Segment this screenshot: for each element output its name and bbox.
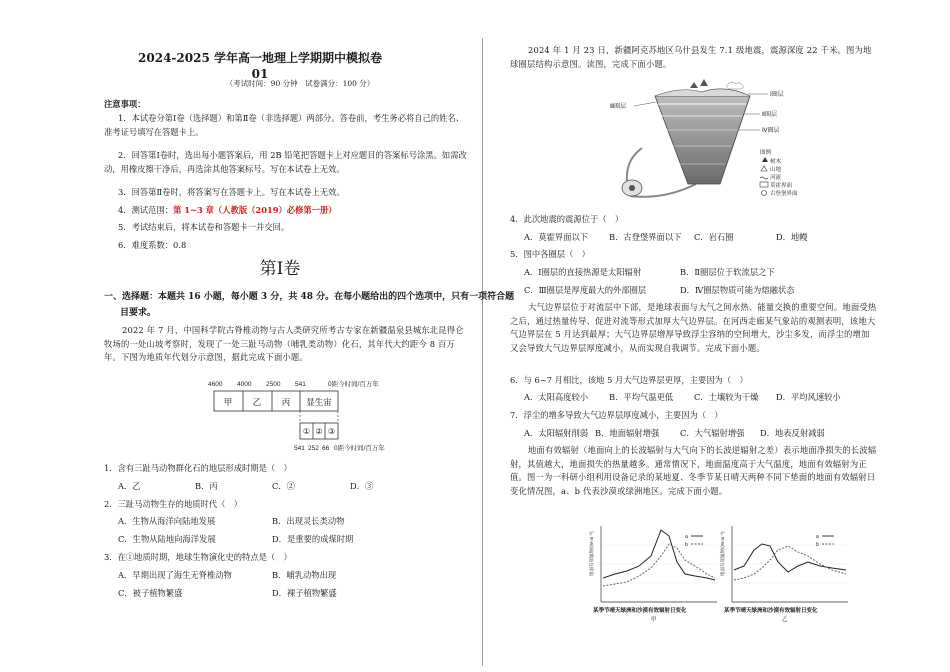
earth-layers-figure xyxy=(600,76,810,206)
note-item-1: 1．本试卷分第Ⅰ卷（选择题）和第Ⅱ卷（非选择题）两部分。答卷前，考生务必将自己的姓名、准考证号填写在答题卡上。 xyxy=(104,113,465,137)
mountain-icon xyxy=(761,166,767,171)
question-3-stem: 3．在①地质时期，地球生物演化史的特点是（ ） xyxy=(104,552,292,562)
chart-yi-line-b xyxy=(734,546,846,580)
chart-jia-line-a xyxy=(603,530,715,580)
tick-2500: 2500 xyxy=(266,381,281,388)
tree-icon xyxy=(762,157,768,162)
section1-line1: 一、选择题：本题共 16 小题，每小题 3 分，共 48 分。在每小题给出的四个选项中，只有一项符合题 xyxy=(104,292,515,302)
q3-option-b[interactable]: B．哺乳动物出现 xyxy=(272,570,337,580)
chart-yi-legend-a: a xyxy=(816,534,819,540)
q7-option-b[interactable]: B．地面辐射增强 xyxy=(595,428,660,438)
question-5-stem: 5．图中各圈层（ ） xyxy=(510,249,590,259)
q1-option-a[interactable]: A．乙 xyxy=(118,481,141,491)
gutenberg-icon xyxy=(762,191,767,196)
q3-option-c[interactable]: C．被子植物繁盛 xyxy=(118,588,183,598)
q1-option-d[interactable]: D．③ xyxy=(350,481,374,491)
q6-option-b[interactable]: B．平均气温更低 xyxy=(609,392,674,402)
layer-4-label: Ⅳ圈层 xyxy=(762,128,780,134)
column-divider xyxy=(482,38,483,666)
q3-option-a[interactable]: A．早期出现了海生无脊椎动物 xyxy=(118,570,232,580)
chart-yi-line-a xyxy=(734,544,846,572)
legend-mountain: 山地 xyxy=(770,167,782,173)
radiation-chart-jia xyxy=(585,516,725,624)
q7-option-d[interactable]: D．地表反射减弱 xyxy=(760,428,825,438)
q5-option-d[interactable]: D．Ⅳ圈层物质可能为熔融状态 xyxy=(680,285,795,295)
eon-jia: 甲 xyxy=(223,397,233,407)
passage-4: 地面有效辐射（地面向上的长波辐射与大气向下的长波逆辐射之差）表示地面净损失的长波辐射，其值越大，地面损失的热量越多。通常情况下，地面温度高于大气温度，地面有效辐射为正值。图一为一科研小组利用设备记录的某地夏、冬季节某日晴天两种不同下垫面的地面有效辐射日变化情况图，a、b 代表沙漠或绿洲地区。完成下面小题。 xyxy=(510,445,877,496)
exam-info: （考试时间：90 分钟 试卷满分：100 分） xyxy=(225,79,375,88)
river-icon xyxy=(760,177,768,179)
passage-3: 大气边界层位于对流层中下部，是地球表面与大气之间水热、能量交换的重要空间。地面受热之后，通过热量传导、促进对流等形式加厚大气边界层。在河西走廊某气象站的观测表明，该地大气边界层在 5 月达到最厚；大气边界层增厚导致浮尘容纳的空间增大，沙尘多发，而浮尘的增加又会导致大气边界层厚度减小，从而实现自我调节。完成下面小题。 xyxy=(510,302,877,353)
passage-1: 2022 年 7 月，中国科学院古脊椎动物与古人类研究所考古专家在新疆温泉县城东北昆得仑牧场的一处山坡考察时，发现了一处三趾马动物（哺乳类动物）化石，其年代大约距今 8 百万年。下图为地质年代划分示意图，据此完成下面小题。 xyxy=(104,325,464,363)
note-item-2: 2．回答第Ⅰ卷时，选出每小题答案后，用 2B 铅笔把答题卡上对应题目的答案标号涂黑。如需改动，用橡皮擦干净后，再选涂其他答案标号。写在本试卷上无效。 xyxy=(104,150,467,174)
legend-title: 图例 xyxy=(760,150,772,156)
q1-option-b[interactable]: B．丙 xyxy=(195,481,218,491)
layer-2-label: Ⅱ圈层 xyxy=(762,112,777,118)
eon-phanerozoic: 显生宙 xyxy=(306,397,332,407)
q7-option-a[interactable]: A．太阳辐射削弱 xyxy=(524,428,589,438)
q6-option-d[interactable]: D．平均风速较小 xyxy=(776,392,841,402)
tick-541: 541 xyxy=(295,381,306,388)
chart-yi-legend-b: b xyxy=(816,542,819,548)
eon-bing: 丙 xyxy=(281,397,291,407)
q5-option-c[interactable]: C．Ⅲ圈层是厚度最大的外部圈层 xyxy=(524,285,647,295)
q6-option-c[interactable]: C．土壤较为干燥 xyxy=(694,392,759,402)
era-2: ② xyxy=(315,427,323,436)
note-item-3: 3．回答第Ⅱ卷时，将答案写在答题卡上。写在本试卷上无效。 xyxy=(118,187,345,197)
legend-moho: 莫霍界面 xyxy=(770,183,793,189)
chart-jia-label: 甲 xyxy=(651,617,657,623)
chart-jia-legend-b: b xyxy=(685,542,688,548)
tick-66: 66 xyxy=(322,445,330,452)
tick-4000: 4000 xyxy=(237,381,252,388)
eon-yi: 乙 xyxy=(252,397,262,407)
chart-jia-line-b xyxy=(603,544,715,586)
question-7-stem: 7．浮尘的增多导致大气边界层厚度减小，主要因为（ ） xyxy=(510,410,723,420)
q2-option-d[interactable]: D．是重要的成煤时期 xyxy=(272,534,354,544)
q4-option-a[interactable]: A．莫霍界面以下 xyxy=(524,232,589,242)
q4-option-c[interactable]: C．岩石圈 xyxy=(694,232,734,242)
q5-option-a[interactable]: A．Ⅰ圈层的直接热源是太阳辐射 xyxy=(524,267,642,277)
q4-option-b[interactable]: B．古登堡界面以下 xyxy=(609,232,682,242)
q2-option-c[interactable]: C．生物从陆地向海洋发展 xyxy=(118,534,216,544)
era-3: ③ xyxy=(327,427,336,436)
tick-541-b: 541 xyxy=(294,445,305,452)
q6-option-a[interactable]: A．太阳高度较小 xyxy=(524,392,589,402)
question-2-stem: 2．三趾马动物生存的地质时代（ ） xyxy=(104,499,243,509)
note-item-5: 5．考试结束后，将本试卷和答题卡一并交回。 xyxy=(118,222,290,232)
q5-option-b[interactable]: B．Ⅱ圈层位于软流层之下 xyxy=(680,267,775,277)
chart-jia-ylabel: 地面有效辐射/(W·m⁻²) xyxy=(589,531,594,576)
layer-3-label: Ⅲ圈层 xyxy=(610,104,627,110)
note-item-4-range: 第 1~3 章（人教版（2019）必修第一册） xyxy=(173,205,337,215)
q3-option-d[interactable]: D．裸子植物繁盛 xyxy=(272,588,337,598)
chart-yi-ylabel: 地面有效辐射/(W·m⁻²) xyxy=(720,531,725,576)
tick-252: 252 xyxy=(308,445,319,452)
q4-option-d[interactable]: D．地幔 xyxy=(776,232,808,242)
chart-yi-label: 乙 xyxy=(782,617,788,623)
geologic-timeline xyxy=(200,378,410,458)
note-item-6: 6．难度系数：0.8 xyxy=(118,240,187,250)
section1-line2: 目要求。 xyxy=(120,308,157,318)
q2-option-a[interactable]: A．生物从海洋向陆地发展 xyxy=(118,516,216,526)
legend-gutenberg: 古登堡界面 xyxy=(770,191,798,197)
radiation-chart-yi xyxy=(716,516,856,624)
note-item-4 xyxy=(118,205,337,216)
question-4-stem: 4．此次地震的震源位于（ ） xyxy=(510,214,624,224)
legend-river: 河流 xyxy=(770,175,782,181)
tick-4600: 4600 xyxy=(208,381,223,388)
timeline-bottom-unit: 0距今时间/百万年 xyxy=(334,445,385,452)
q7-option-c[interactable]: C．大气辐射增强 xyxy=(680,428,745,438)
chart-jia-legend-a: a xyxy=(685,534,688,540)
legend-tree: 树木 xyxy=(770,159,782,165)
moho-icon xyxy=(760,182,768,187)
note-item-4-prefix: 4．测试范围： xyxy=(118,205,174,215)
era-1: ① xyxy=(302,427,311,436)
question-6-stem: 6．与 6~7 月相比，该地 5 月大气边界层更厚，主要因为（ ） xyxy=(510,375,748,385)
chart-yi-caption: 某季节晴天绿洲和沙漠有效辐射日变化 xyxy=(724,608,818,614)
part-title: 第Ⅰ卷 xyxy=(259,259,301,279)
question-1-stem: 1．含有三趾马动物群化石的地层形成时期是（ ） xyxy=(104,463,292,473)
layer-1-label: Ⅰ圈层 xyxy=(770,92,784,98)
q2-option-b[interactable]: B．出现灵长类动物 xyxy=(272,516,345,526)
passage-2: 2024 年 1 月 23 日，新疆阿克苏地区乌什县发生 7.1 级地震，震源深度 22 千米。图为地球圈层结构示意图。读图，完成下面小题。 xyxy=(510,45,872,69)
notes-heading: 注意事项： xyxy=(104,99,146,109)
timeline-top-unit: 0距今时间/百万年 xyxy=(328,381,379,388)
page-title: 2024-2025 学年高一地理上学期期中模拟卷 01 xyxy=(138,51,382,81)
q1-option-c[interactable]: C．② xyxy=(272,481,295,491)
chart-jia-caption: 某季节晴天绿洲和沙漠有效辐射日变化 xyxy=(593,608,687,614)
